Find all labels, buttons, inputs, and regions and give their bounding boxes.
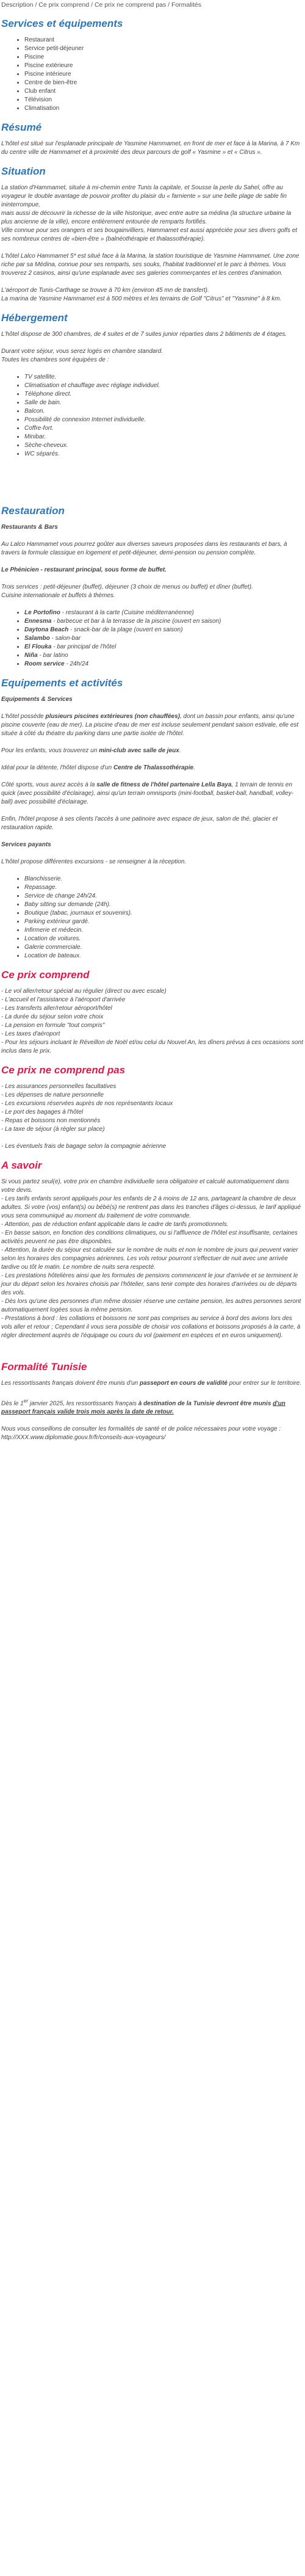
- paid-services-subtitle: Services payants: [1, 841, 51, 848]
- restauration-subtitle: Restaurants & Bars: [1, 524, 58, 531]
- list-item: - Attention, la durée du séjour est calculée sur le nombre de nuits et non le nombre de jours qui peuvent varier selon les horaires des compagnies aériennes. Les vols retour pourront s'effectuer de nuit avec une arrivée tardive ou tôt le matin. Le nombre de nuits sera respecté.: [1, 1247, 298, 1271]
- restaurant-name: Niña: [24, 652, 38, 659]
- list-item: • Piscine extérieure: [24, 62, 304, 70]
- section-tabs: Description / Ce prix comprend / Ce prix ne comprend pas / Formalités: [1, 1, 202, 9]
- text: Dès le 1: [1, 1400, 24, 1407]
- list-item: • Restaurant: [24, 36, 304, 45]
- text: pour entrer sur le territoire.: [227, 1380, 302, 1387]
- text: Cuisine internationale et buffets à thèmes.: [1, 592, 115, 599]
- services-title: Services et équipements: [1, 18, 123, 29]
- equipements-kids: [1, 747, 304, 755]
- hebergement-rooms: L'hôtel dispose de 300 chambres, de 4 suites et de 7 suites junior réparties dans 2 bâtiments de 4 étages.: [1, 331, 287, 338]
- text: Idéal pour la détente, l'hôtel dispose d'un: [1, 764, 113, 771]
- list-item: • TV satellite.: [24, 373, 304, 382]
- situation-paragraph: [1, 184, 304, 244]
- list-item: [24, 643, 304, 651]
- tab-excluded[interactable]: Ce prix ne comprend pas: [94, 1, 167, 9]
- equipements-subtitle: Equipements & Services: [1, 696, 73, 703]
- paid-services-list: [1, 875, 304, 960]
- formalites-2025: [1, 1396, 304, 1417]
- list-item: • Club enfant: [24, 87, 304, 96]
- restauration-title: Restauration: [1, 505, 65, 517]
- list-item: - Les prestations hôtelières ainsi que les formules de pensions commencent le jour d'arrivée et se terminent le jour du départ selon les horaires choisis par l'hôtelier, sans tenir compte des horaires d'arrivées ou de départs des vols.: [1, 1272, 298, 1296]
- text: , dont un bassin pour enfants, ainsi qu'une piscine couverte (eau de mer). La piscine d'eau de mer est incluse seulement pendant saison estivale, elle est située à côté du théatre du parking dans une partie isolée de l'hôtel.: [1, 713, 299, 737]
- included-list: [1, 987, 304, 1056]
- text: Côté sports, vous aurez accès à la: [1, 782, 97, 788]
- highlight: mini-club avec salle de jeux: [99, 747, 179, 754]
- restaurant-main: Le Phénicien - restaurant principal, sous forme de buffet.: [1, 567, 167, 573]
- list-item: - Prestations à bord : les collations et boissons ne sont pas comprises au service à bord des avions lors des vols aller et retour ; Cependant il vous sera possible de choisir vos collations et boissons proposés à la carte, à régler directement auprès de l'équipage ou cours du vol (paiement en espèces et en euros uniquement).: [1, 1315, 301, 1339]
- list-item: • Infirmerie et médecin.: [24, 926, 304, 935]
- highlight: salle de fitness de l'hôtel partenaire Lella Baya: [96, 782, 232, 788]
- situation-hotel: L'hôtel Lalco Hammamet 5* est situé face à la Marina, la station touristique de Yasmine Hammamet. Une zone riche par sa Médina, connue pour ses remparts, ses souks, l'habitat traditionnel et le parc à thèmes. Vous trouverez 2 casinos, ainsi qu'une esplanade avec ses galeries commerçantes et les centres d'animation.: [1, 253, 300, 277]
- list-item: [24, 651, 304, 660]
- restaurant-desc: - barbecue et bar à la terrasse de la piscine (ouvert en saison): [51, 618, 221, 625]
- restaurant-name: Room service: [24, 661, 65, 667]
- highlight: passeport en cours de validité: [140, 1380, 228, 1387]
- formalites-title: Formalité Tunisie: [1, 1361, 87, 1373]
- list-item: - Les dépenses de nature personnelle: [1, 1092, 104, 1098]
- list-item: • Parking extérieur gardé.: [24, 918, 304, 926]
- baggage-fees-note: - Les éventuels frais de bagage selon la compagnie aérienne: [1, 1143, 167, 1150]
- list-item: • Climatisation: [24, 104, 304, 113]
- list-item: • Climatisation et chauffage avec réglage individuel.: [24, 382, 304, 390]
- text: .: [193, 764, 195, 771]
- list-item: - Les excursions réservées auprès de nos représentants locaux: [1, 1100, 173, 1107]
- equipements-pools: [1, 713, 304, 738]
- restauration-services: [1, 583, 304, 600]
- hebergement-standard: [1, 347, 304, 365]
- list-item: - Les transferts aller/retour aéroport/hôtel: [1, 1005, 112, 1012]
- list-item: • Téléphone direct.: [24, 390, 304, 399]
- formalites-passport: [1, 1379, 304, 1388]
- restaurant-desc: - snack-bar de la plage (ouvert en saison): [68, 626, 183, 633]
- list-item: [24, 617, 304, 626]
- list-item: - Les tarifs enfants seront appliqués pour les enfants de 2 à moins de 12 ans, partageant la chambre de deux adultes. Si votre (vos) enfant(s) ou bébé(s) ne rentrent pas dans les tranches d'âges ci-dessus, le tarif appliqué vous sera communiqué au moment du traitement de votre commande.: [1, 1195, 301, 1219]
- list-item: - La pension en formule "tout compris": [1, 1022, 105, 1029]
- list-item: • Piscine intérieure: [24, 70, 304, 79]
- text: La marina de Yasmine Hammamet est à 500 mètres et les terrains de Golf "Citrus" et "Yasmine" à 8 km.: [1, 296, 282, 302]
- superscript: er: [23, 1398, 29, 1404]
- hebergement-title: Hébergement: [1, 312, 68, 324]
- list-item: [24, 626, 304, 634]
- list-item: • Blanchisserie.: [24, 875, 304, 883]
- restaurant-name: Daytona Beach: [24, 626, 69, 633]
- list-item: - Attention, pas de réduction enfant applicable dans le cadre de tarifs promotionnels.: [1, 1221, 229, 1228]
- highlight: Centre de Thalassothérapie: [113, 764, 194, 771]
- restaurant-name: El Flouka: [24, 644, 52, 650]
- list-item: Si vous partez seul(e), votre prix en chambre individuelle sera obligatoire et calculé automatiquement dans votre devis.: [1, 1178, 289, 1194]
- text: Toutes les chambres sont équipées de :: [1, 357, 109, 363]
- text: , 1 terrain de tennis en quick (avec possibilité d'éclairage), ainsi qu'un terrain omnisports (mini-football, basket-ball, handball, volley-ball) avec possibilité d'éclairage.: [1, 782, 294, 805]
- restaurant-name: Le Portofino: [24, 609, 60, 616]
- text: La station d'Hammamet, située à mi-chemin entre Tunis la capitale, et Sousse la perle du Sahel, offre au voyageur le double avantage de pouvoir profiter du plaisir du « farniente » sur une belle plage de sable fin ininterrompue,: [1, 184, 287, 208]
- list-item: • Sèche-cheveux.: [24, 441, 304, 450]
- list-item: • Location de voitures.: [24, 935, 304, 943]
- list-item: • Piscine: [24, 53, 304, 62]
- list-item: - Dès lors qu'une des personnes d'un même dossier réserve une certaine pension, les autres personnes seront automatiquement logées sous la même pension.: [1, 1298, 301, 1313]
- highlight-underlined: d'un passeport français valide trois mois après la date de retour.: [1, 1400, 285, 1416]
- text: Durant votre séjour, vous serez logés en chambre standard.: [1, 348, 163, 355]
- situation-access: [1, 286, 304, 303]
- list-item: • Possibilité de connexion Internet individuelle.: [24, 416, 304, 424]
- tab-description[interactable]: Description: [1, 1, 34, 9]
- list-item: • Location de bateaux.: [24, 952, 304, 960]
- resume-text: L'hôtel est situé sur l'esplanade principale de Yasmine Hammamet, en front de mer et face à la Marina, à 7 Km du centre ville de Hammamet et à proximité des deux parcours de golf « Yasmine » et « Citrus ».: [1, 140, 300, 156]
- excursions-note: L'hôtel propose différentes excursions - se renseigner à la réception.: [1, 858, 187, 865]
- formalites-health: Nous vous conseillons de consulter les formalités de santé et de police nécessaires pour votre voyage : http://XXX.www.diplomatie.gouv.fr/fr/conseils-aux-voyageurs/: [1, 1426, 281, 1442]
- list-item: • Balcon.: [24, 407, 304, 416]
- restaurant-desc: - 24h/24: [64, 661, 89, 667]
- restaurant-desc: - bar principal de l'hôtel: [51, 644, 117, 650]
- text: L'aéroport de Tunis-Carthage se trouve à 70 km (environ 45 mn de transfert).: [1, 287, 209, 294]
- list-item: - La durée du séjour selon votre choix: [1, 1014, 104, 1020]
- restauration-intro: Au Lalco Hammamet vous pourrez goûter aux diverses saveurs proposées dans les restaurants et bars, à travers la formule classique en logement et petit-déjeuner, demi-pension ou pension complète.: [1, 541, 287, 556]
- savoir-title: A savoir: [1, 1159, 42, 1171]
- text: janvier 2025, les ressortissants français: [28, 1400, 138, 1407]
- highlight: plusieurs piscines extérieures (non chauffées): [45, 713, 180, 720]
- list-item: • Télévision: [24, 96, 304, 104]
- restaurant-desc: - bar latino: [37, 652, 68, 659]
- tab-formalities[interactable]: Formalités: [171, 1, 202, 9]
- list-item: • Service petit-déjeuner: [24, 45, 304, 53]
- list-item: • Service de change 24h/24.: [24, 892, 304, 901]
- list-item: [24, 634, 304, 643]
- restaurant-name: Ennesma: [24, 618, 52, 625]
- situation-title: Situation: [1, 165, 46, 177]
- text: Les ressortissants français doivent être munis d'un: [1, 1380, 140, 1387]
- list-item: - L'accueil et l'assistance à l'aéroport d'arrivée: [1, 996, 126, 1003]
- equipements-thalasso: [1, 764, 304, 772]
- text: mais aussi de découvrir la richesse de la ville historique, avec entre autre sa médina (la structure urbaine la plus ancienne de la ville), encore entièrement entourée de remparts fortifiés.: [1, 210, 292, 225]
- restaurant-desc: - restaurant à la carte (Cuisine méditerranéenne): [60, 609, 194, 616]
- tab-included[interactable]: Ce prix comprend: [38, 1, 90, 9]
- restaurant-desc: - salon-bar: [49, 635, 81, 642]
- savoir-list: [1, 1178, 304, 1340]
- list-item: - Les assurances personnelles facultatives: [1, 1083, 117, 1090]
- text: Pour les enfants, vous trouverez un: [1, 747, 99, 754]
- text: L'hôtel possède: [1, 713, 46, 720]
- list-item: - La taxe de séjour (à régler sur place): [1, 1126, 105, 1133]
- restaurant-name: Salambo: [24, 635, 50, 642]
- list-item: [24, 609, 304, 617]
- list-item: • Minibar.: [24, 433, 304, 441]
- list-item: • Baby sitting sur demande (24h).: [24, 901, 304, 909]
- list-item: [24, 660, 304, 669]
- list-item: • Centre de bien-être: [24, 79, 304, 87]
- list-item: - Le port des bagages à l'hôtel: [1, 1109, 84, 1116]
- highlight: à destination de la Tunisie devront être munis: [138, 1400, 273, 1407]
- list-item: • Coffre-fort.: [24, 424, 304, 433]
- excluded-title: Ce prix ne comprend pas: [1, 1064, 126, 1076]
- equipements-sports: [1, 781, 304, 807]
- text: .: [179, 747, 181, 754]
- equipements-rink: Enfin, l'hôtel propose à ses clients l'accès à une patinoire avec espace de jeux, salon de thé, glacier et restauration rapide.: [1, 816, 278, 831]
- list-item: • Boutique (tabac, journaux et souvenirs).: [24, 909, 304, 918]
- equipements-title: Equipements et activités: [1, 677, 123, 689]
- restaurant-list: [1, 609, 304, 669]
- text: Ville connue pour ses orangers et ses bougainvilliers, Hammamet est aussi appréciée pour ses divers golfs et ses nombreux centres de «bien-être » (balnéothérapie et thalassothérapie).: [1, 227, 298, 242]
- included-title: Ce prix comprend: [1, 969, 90, 981]
- resume-title: Résumé: [1, 122, 42, 133]
- room-equipment-list: [1, 373, 304, 459]
- list-item: • WC séparés.: [24, 450, 304, 459]
- list-item: - En basse saison, en fonction des conditions climatiques, ou si l'affluence de l'hôtel est insuffisante, certaines activités peuvent ne pas être disponibles.: [1, 1230, 298, 1245]
- list-item: • Salle de bain.: [24, 399, 304, 407]
- list-item: • Galerie commerciale.: [24, 943, 304, 952]
- list-item: - Les taxes d'aéroport: [1, 1031, 60, 1037]
- text: Trois services : petit-déjeuner (buffet), déjeuner (3 choix de menus ou buffet) et dîner (buffet).: [1, 584, 253, 590]
- list-item: • Repassage.: [24, 883, 304, 892]
- excluded-list: [1, 1083, 304, 1134]
- list-item: - Repas et boissons non mentionnés: [1, 1117, 101, 1124]
- services-list: [1, 36, 304, 113]
- list-item: - Le vol aller/retour spécial au régulier (direct ou avec escale): [1, 988, 167, 995]
- list-item: - Pour les séjours incluant le Réveillon de Noël et/ou celui du Nouvel An, les dîners prévus à ces occasions sont inclus dans le prix.: [1, 1039, 303, 1054]
